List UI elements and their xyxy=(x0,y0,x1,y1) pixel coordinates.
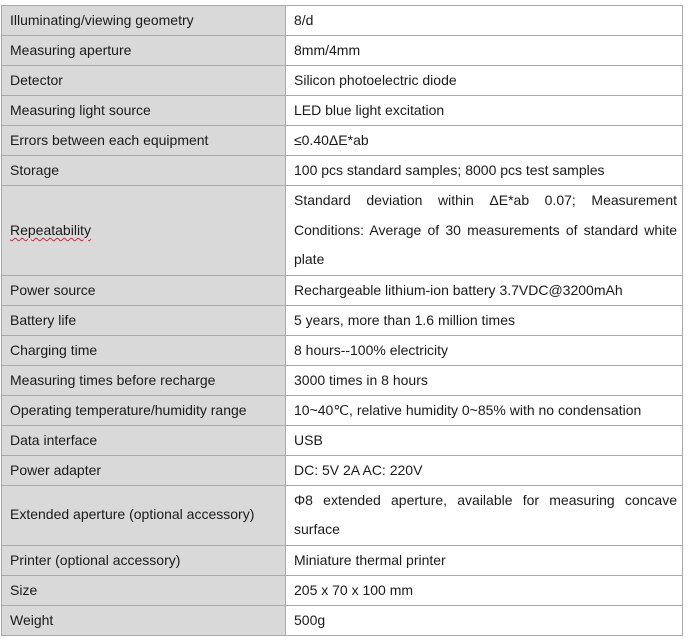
spec-label: Charging time xyxy=(2,335,286,365)
spec-label: Power source xyxy=(2,275,286,305)
table-row xyxy=(2,455,683,485)
spec-value: 3000 times in 8 hours xyxy=(286,365,683,395)
table-row xyxy=(2,425,683,455)
spec-value: 8 hours--100% electricity xyxy=(286,335,683,365)
spec-label: Printer (optional accessory) xyxy=(2,545,286,575)
spec-label: Size xyxy=(2,575,286,605)
spec-value: USB xyxy=(286,425,683,455)
spec-label: Operating temperature/humidity range xyxy=(2,395,286,425)
table-row xyxy=(2,605,683,635)
spec-label: Power adapter xyxy=(2,455,286,485)
spec-label: Detector xyxy=(2,66,286,96)
table-row xyxy=(2,275,683,305)
spec-value: 5 years, more than 1.6 million times xyxy=(286,305,683,335)
table-row xyxy=(2,395,683,425)
spec-value: Silicon photoelectric diode xyxy=(286,66,683,96)
table-row xyxy=(2,335,683,365)
spec-label: Battery life xyxy=(2,305,286,335)
spec-label: Measuring light source xyxy=(2,96,286,126)
spec-label: Storage xyxy=(2,156,286,186)
table-row xyxy=(2,365,683,395)
spec-value: 500g xyxy=(286,605,683,635)
table-row xyxy=(2,186,683,276)
specifications-table xyxy=(1,5,683,636)
spec-value: Rechargeable lithium-ion battery 3.7VDC@3200mAh xyxy=(286,275,683,305)
table-row xyxy=(2,305,683,335)
table-row xyxy=(2,6,683,36)
table-row xyxy=(2,36,683,66)
spec-value: 100 pcs standard samples; 8000 pcs test samples xyxy=(286,156,683,186)
spec-label: Measuring times before recharge xyxy=(2,365,286,395)
spec-label: Illuminating/viewing geometry xyxy=(2,6,286,36)
spec-value: 10~40℃, relative humidity 0~85% with no condensation xyxy=(286,395,683,425)
spec-value: 8mm/4mm xyxy=(286,36,683,66)
table-row xyxy=(2,485,683,545)
table-row xyxy=(2,156,683,186)
spec-label: Weight xyxy=(2,605,286,635)
table-row xyxy=(2,96,683,126)
table-row xyxy=(2,545,683,575)
spec-label: Measuring aperture xyxy=(2,36,286,66)
spec-label: Errors between each equipment xyxy=(2,126,286,156)
table-row xyxy=(2,575,683,605)
spec-value: Miniature thermal printer xyxy=(286,545,683,575)
spec-label: Extended aperture (optional accessory) xyxy=(2,485,286,545)
spec-value: DC: 5V 2A AC: 220V xyxy=(286,455,683,485)
spec-value: Φ8 extended aperture, available for measuring concave surface xyxy=(286,485,683,545)
spec-label-text: Repeatability xyxy=(10,221,91,238)
spec-value: LED blue light excitation xyxy=(286,96,683,126)
table-row xyxy=(2,66,683,96)
spec-value: 205 x 70 x 100 mm xyxy=(286,575,683,605)
spec-label: Data interface xyxy=(2,425,286,455)
spec-value: ≤0.40ΔE*ab xyxy=(286,126,683,156)
spec-value: Standard deviation within ΔE*ab 0.07; Measurement Conditions: Average of 30 measurements of standard white plate xyxy=(286,186,683,276)
spec-value: 8/d xyxy=(286,6,683,36)
table-row xyxy=(2,126,683,156)
spec-label xyxy=(2,186,286,276)
